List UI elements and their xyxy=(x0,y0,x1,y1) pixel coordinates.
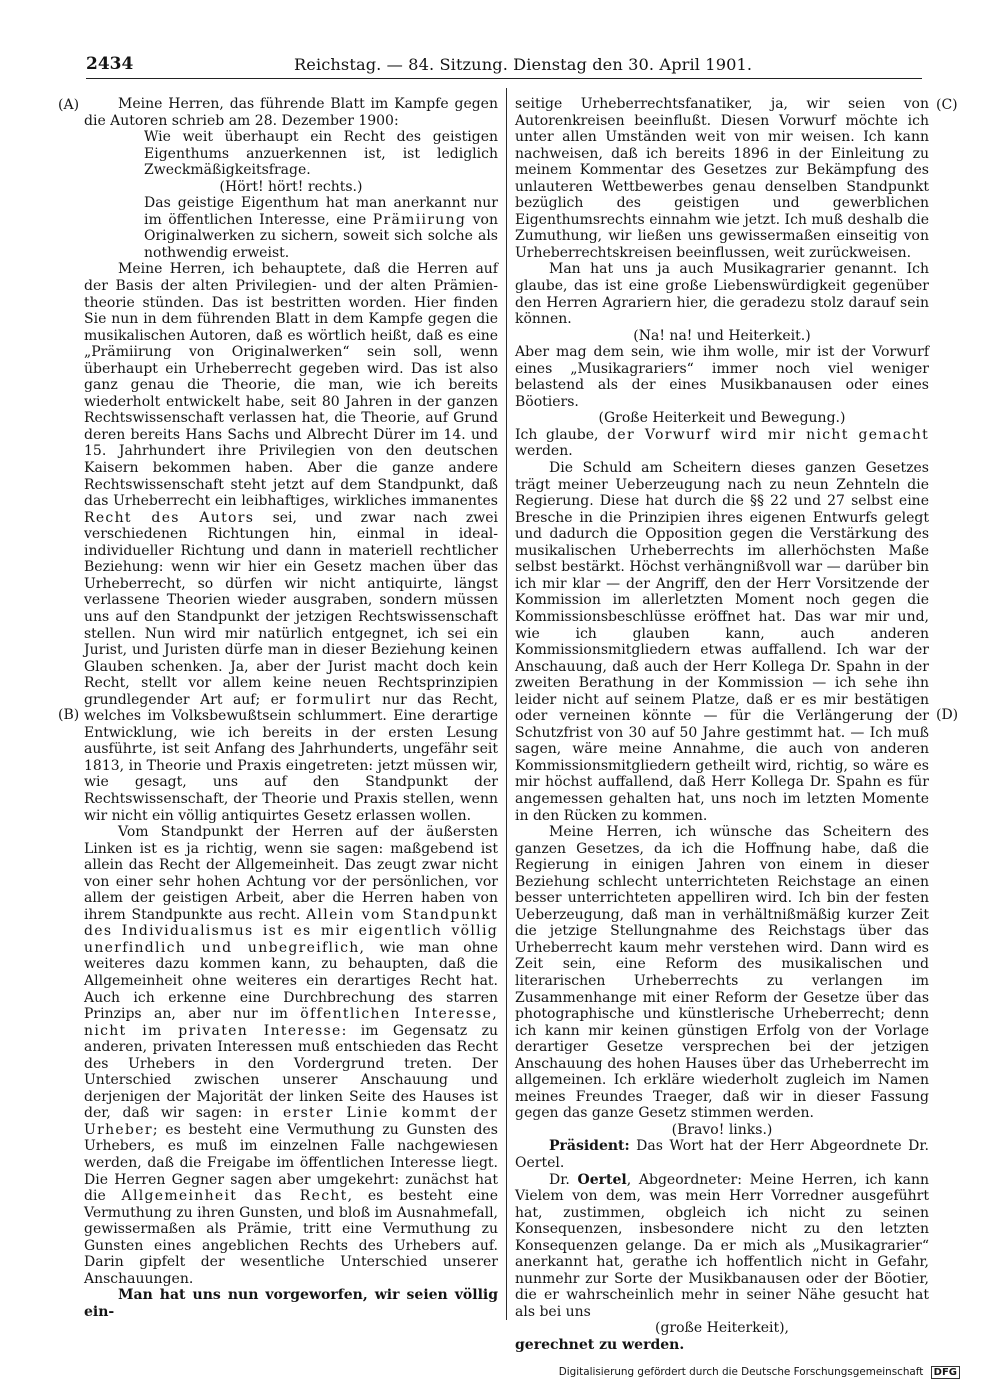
paragraph: Man hat uns nun vorgeworfen, wir seien völlig ein- xyxy=(84,1287,498,1320)
paragraph: seitige Urheberrechtsfanatiker, ja, wir seien von Autorenkreisen beeinflußt. Diesen Vorwurf möchte ich unter allen Umständen weit von mir weisen. Ich kann nachweisen, daß ich bereits 1896 in der Einleitung zu meinem Kommentar des Gesetzes zur Bekämpfung des unlauteren Wettbewerbes genau denselben Standpunkt bezüglich des geistigen und gewerblichen Eigenthumsrechts einnahm wie jetzt. Ich muß deshalb die Zumuthung, wir ließen uns gewissermaßen einseitig von Urheberrechtskreisen beeinflussen, weit zurückweisen. xyxy=(515,96,929,261)
footer-text: Digitalisierung gefördert durch die Deutsche Forschungsgemeinschaft xyxy=(558,1366,924,1378)
page-header xyxy=(86,54,922,79)
spaced-emphasis: der Vorwurf wird mir nicht gemacht xyxy=(607,426,929,443)
speaker-president: Präsident: xyxy=(549,1138,630,1155)
spaced-emphasis: formulirt xyxy=(296,691,372,708)
running-title: Reichstag. — 84. Sitzung. Dienstag den 30. April 1901. xyxy=(294,55,753,74)
speaker-name: Oertel xyxy=(577,1171,627,1188)
quotation: Wie weit überhaupt ein Recht des geistigen Eigenthums anzuerkennen ist, ist lediglich Zweckmäßigkeitsfrage. xyxy=(144,129,498,179)
paragraph: Man hat uns ja auch Musikagrarier genannt. Ich glaube, das ist eine große Liebenswürdigkeit gegenüber den Herren Agrariern hier, die geradezu stolz darauf sein können. xyxy=(515,261,929,328)
paragraph: gerechnet zu werden. xyxy=(515,1337,685,1354)
text: von Originalwerken zu sichern, soweit sich solche als nothwendig erweist. xyxy=(144,211,499,261)
text: Ich glaube, xyxy=(515,426,608,443)
paragraph xyxy=(84,824,498,1287)
paragraph: Die Schuld am Scheitern dieses ganzen Gesetzes trägt meiner Ueberzeugung nach zu neun Zehnteln die Regierung. Diese hat durch die §§ 22 und 27 selbst eine Bresche in die Prinzipien ihres eigenen Entwurfs gelegt und dadurch die Opposition gegen die Verstärkung des musikalischen Urheberrechts im allerhöchsten Maße selbst bestärkt. Höchst verhängnißvoll war — darüber bin ich mir klar — der Angriff, den der Herr Vorsitzende der Kommission im allerletzten Moment noch gegen die Kommissionsbeschlüsse eröffnet hat. Das war mir und, wie ich glauben kann, auch anderen Kommissionsmitgliedern etwas auffallend. Ich war der Anschauung, daß auch der Herr Kollega Dr. Spahn in der zweiten Berathung in der Kommission — ich sehe ihn leider nicht auf seinem Platze, daß er es mir bestätigen oder verneinen könnte — für die Verlängerung der Schutzfrist von 30 auf 50 Jahre gestimmt hat. — Ich muß sagen, wäre meine Annahme, die auch von anderen Kommissionsmitgliedern getheilt wird, richtig, so wäre es mir höchst auffallend, daß Herr Kollega Dr. Spahn es für angemessen gehalten hat, uns noch im letzten Momente in den Rücken zu kommen. xyxy=(515,460,929,824)
paragraph xyxy=(515,1138,929,1171)
text: sei, und zwar nach zwei verschiedenen Richtungen hin, einmal in ideal-individueller Richtung und dann in materiell rechtlicher Beziehung: wenn wir hier ein Gesetz machen über das Urheberrecht, so dürfen wir nicht antiquirte, längst verlassene Theorien wieder ausgraben, sondern müssen uns auf den Standpunkt der jetzigen Rechtswissenschaft stellen. Nun wird mir natürlich entgegnet, ich sei ein Jurist, und Juristen dürfe man in dieser Beziehung keinen Glauben schenken. Ja, aber der Jurist macht doch kein Recht, stellt vor allem keine neuen Rechtsprinzipien grundlegender Art auf; er xyxy=(84,509,498,708)
paragraph xyxy=(84,261,498,824)
text: : im Gegensatz zu anderen, privaten Interessen muß entschieden das Recht des Urhebers in den Vordergrund treten. Der Unterschied zwischen unserer Anschauung und derjenigen der Majorität der linken Seite des Hauses ist der, daß wir sagen: xyxy=(84,1022,499,1122)
interjection: (Hört! hört! rechts.) xyxy=(219,178,363,195)
interjection: (Na! na! und Heiterkeit.) xyxy=(633,327,811,344)
text: werden. xyxy=(515,443,573,460)
text: , es besteht eine Vermuthung zu ihren Gunsten, und bloß im Ausnahmefall, gewissermaßen als Prämie, tritt eine Vermuthung zu Gunsten eines angeblichen Rechts des Urhebers auf. Darin gipfelt der wesentliche Unterschied unserer Anschauungen. xyxy=(84,1188,498,1287)
spaced-emphasis: Prämiirung xyxy=(372,211,467,228)
text: ; es besteht eine Vermuthung zu Gunsten des Urhebers, es muß im einzelnen Falle nachgewiesen werden, daß die Freigabe im öffentlichen Interesse liegt. Die Herren Gegner sagen aber umgekehrt: zunächst hat die xyxy=(84,1121,498,1205)
interjection: (Große Heiterkeit und Bewegung.) xyxy=(598,410,846,427)
interjection: (Bravo! links.) xyxy=(671,1121,773,1138)
paragraph: Aber mag dem sein, wie ihm wolle, mir ist der Vorwurf eines „Musikagrariers“ immer noch viel weniger belastend als der eines Musikbanausen oder eines Böotiers. xyxy=(515,344,929,410)
text: Das geistige Eigenthum hat man anerkannt nur im öffentlichen Interesse, eine xyxy=(144,195,498,228)
footer-credit xyxy=(559,1366,960,1379)
column-rule xyxy=(506,88,507,1320)
page-number: 2434 xyxy=(86,54,134,74)
paragraph xyxy=(515,427,929,460)
text: , Abgeordneter: Meine Herren, ich kann Vielem von dem, was mein Herr Vorredner ausgeführt hat, zustimmen, obgleich ich nicht zu seinen Konsequenzen, insbesondere nicht zu den letzten Konsequenzen gelange. Da er mich als „Musikagrarier“ anerkannt hat, gerathe ich hoffentlich nicht in Gefahr, nunmehr zur Sorte der Musikbanausen oder der Böotier, die er wahrscheinlich mehr in seiner Nähe gesucht hat als bei uns xyxy=(515,1171,929,1320)
spaced-emphasis: in erster Linie kommt der Urheber xyxy=(84,1105,498,1138)
dfg-logo: DFG xyxy=(931,1366,960,1379)
paragraph xyxy=(515,1172,929,1321)
margin-marker-b: (B) xyxy=(58,707,80,723)
spaced-emphasis: öffentlichen Interesse, nicht im privaten Interesse xyxy=(84,1006,498,1039)
paragraph: Meine Herren, das führende Blatt im Kampfe gegen die Autoren schrieb am 28. Dezember 1900: xyxy=(84,96,498,129)
text: wie man ohne weiteres dazu kommen kann, zu behaupten, daß die Allgemeinheit ohne weiteres ein derartiges Recht hat. Auch ich erkenne eine Durchbrechung des starren Prinzips an, aber nur im xyxy=(84,939,498,1023)
margin-marker-c: (C) xyxy=(936,97,958,113)
spaced-emphasis: Recht des Autors xyxy=(84,509,255,526)
text: Dr. xyxy=(549,1171,578,1188)
text: Vom Standpunkt der Herren auf der äußersten Linken ist es ja richtig, wenn sie sagen: maßgebend ist allein das Recht der Allgemeinheit. Das zeugt zwar nicht von einer sehr hohen Achtung vor der persönlichen, vor allem der geistigen Arbeit, aber die Herren haben von ihrem Standpunkte aus recht. xyxy=(84,824,498,923)
right-column xyxy=(515,96,929,1354)
paragraph: Meine Herren, ich wünsche das Scheitern des ganzen Gesetzes, da ich die Hoffnung habe, daß die Regierung in einigen Jahren von einem in dieser Beziehung schlecht unterrichteten Reichstage an einen besser unterrichteten appelliren wird. Ich bin der festen Ueberzeugung, daß man in verhältnißmäßig kurzer Zeit die jetzige Stellungnahme des Reichstags über das Urheberrecht kaum mehr verstehen wird. Dann wird es Zeit sein, eine Reform des musikalischen und literarischen Urheberrechts zu verlangen im Zusammenhange mit einer Reform der Gesetze über das photographische und künstlerische Urheberrecht; denn ich kann mir keinen günstigen Erfolg von der Vorlage derartiger Gesetze versprechen bei der jetzigen Anschauung des hohen Hauses über das Urheberrecht im allgemeinen. Ich erkläre wiederholt zugleich im Namen meines Freundes Traeger, daß wir in dieser Fassung gegen das ganze Gesetz stimmen werden. xyxy=(515,824,929,1122)
left-column xyxy=(84,96,498,1320)
text: nur das Recht, welches im Volksbewußtsein schlummert. Eine derartige Entwicklung, wie ich bereits in der ersten Lesung ausführte, ist seit Anfang des Jahrhunderts, ungefähr seit 1813, in Theorie und Praxis eingetreten: jetzt müssen wir, wie gesagt, uns auf den Standpunkt der Rechtswissenschaft, der Theorie und Praxis stellen, wenn wir nicht ein völlig antiquirtes Gesetz erlassen wollen. xyxy=(84,691,498,824)
spaced-emphasis: Allein vom Standpunkt des Individualismus ist es mir eigentlich völlig unerfindlich und unbegreiflich, xyxy=(84,906,498,956)
spaced-emphasis: Allgemeinheit das Recht xyxy=(121,1188,348,1205)
margin-marker-a: (A) xyxy=(58,97,80,113)
text: Das Wort hat der Herr Abgeordnete Dr. Oertel. xyxy=(515,1138,929,1171)
interjection: (große Heiterkeit), xyxy=(655,1320,789,1337)
margin-marker-d: (D) xyxy=(936,707,959,723)
text: Meine Herren, ich behauptete, daß die Herren auf der Basis der alten Privilegien- und der alten Prämien-theorie stünden. Das ist bestritten worden. Hier finden Sie nun in dem führenden Blatt in dem Kampfe gegen die musikalischen Autoren, daß es wörtlich heißt, daß es eine „Prämiirung von Originalwerken“ sein soll, wenn überhaupt ein Urheberrecht gegeben wird. Das ist also ganz genau die Theorie, die man, wie ich bereits wiederholt entwickelt habe, seit 80 Jahren in der ganzen Rechtswissenschaft verlassen hat, die Theorie, auf Grund deren bereits Hans Sachs und Albrecht Dürer im 14. und 15. Jahrhundert ihre Privilegien von den deutschen Kaisern bekommen haben. Aber die ganze andere Rechtswissenschaft steht jetzt auf dem Standpunkt, daß das Urheberrecht ein leibhaftiges, wirkliches immanentes xyxy=(84,261,498,510)
quotation xyxy=(84,195,498,261)
